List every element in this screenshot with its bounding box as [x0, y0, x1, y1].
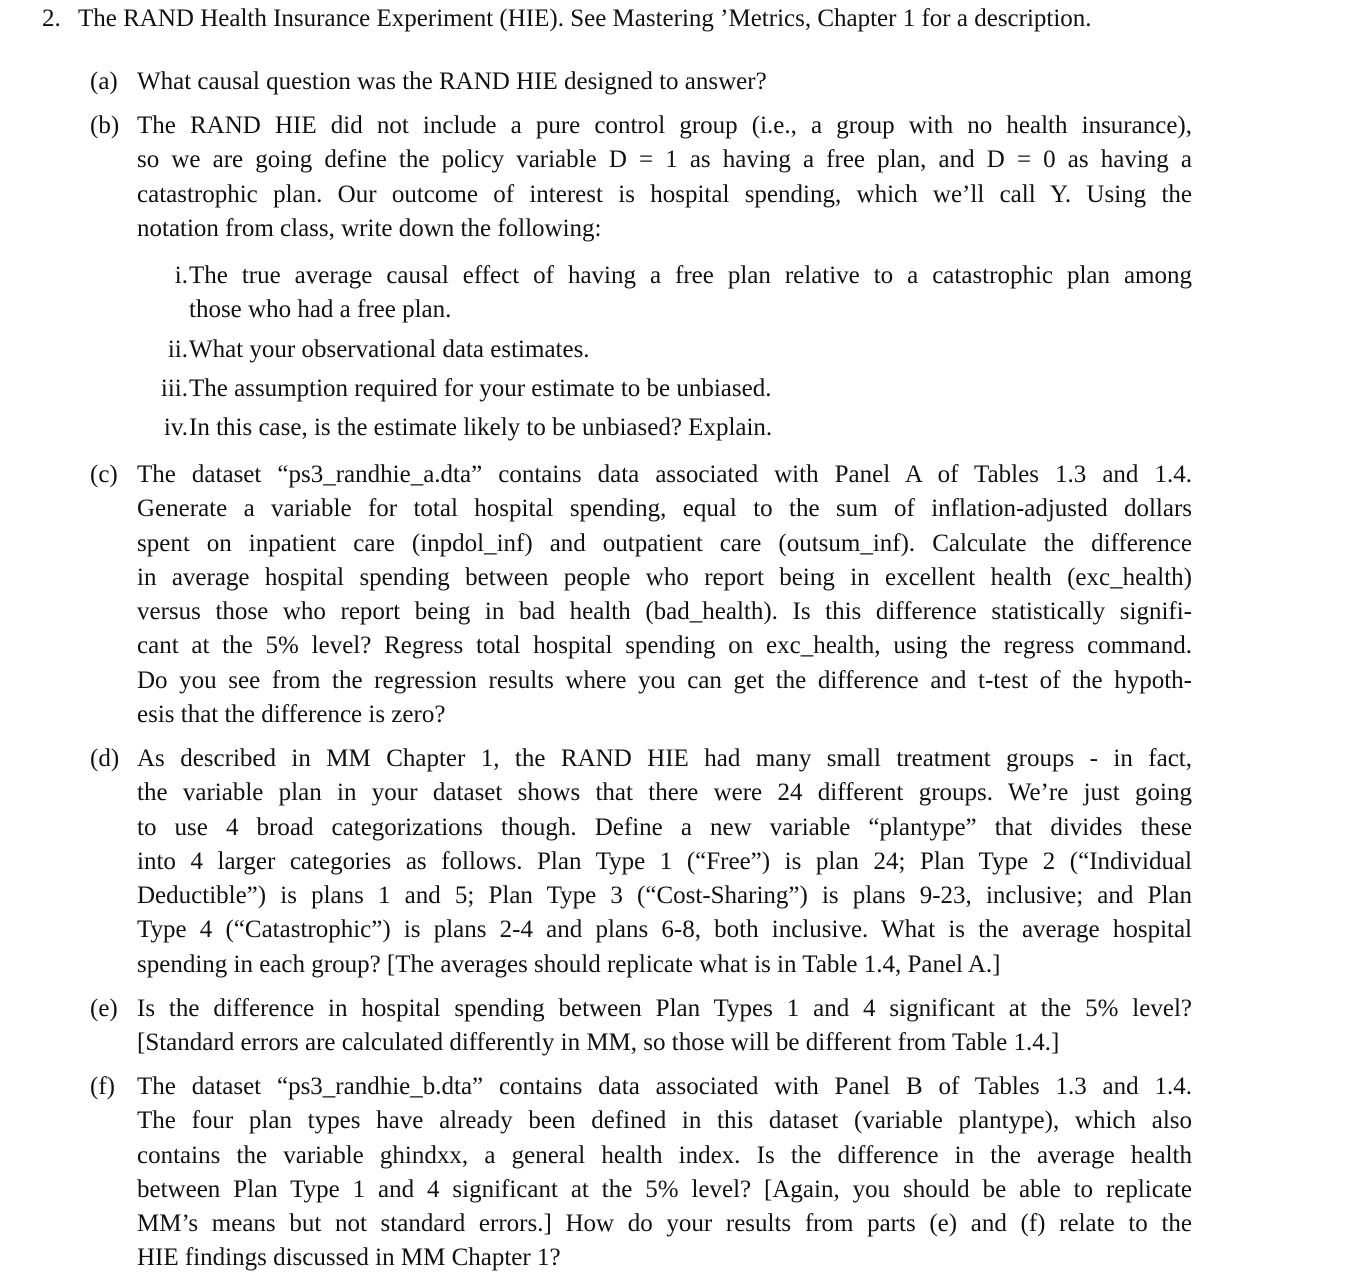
- part-c-line: in average hospital spending between people who report being in excellent health (exc_health): [137, 563, 1192, 591]
- subitem-line: those who had a free plan.: [189, 296, 452, 324]
- part-f-line: The dataset “ps3_randhie_b.dta” contains data associated with Panel B of Tables 1.3 and 1.4.: [137, 1073, 1192, 1100]
- part-a: [90, 65, 1192, 99]
- part-b: [90, 109, 1192, 246]
- part-e-line: [Standard errors are calculated differently in MM, so those will be different from Table 1.4.]: [137, 1029, 1060, 1057]
- part-c: [90, 458, 1192, 732]
- part-c-line: cant at the 5% level? Regress total hospital spending on exc_health, using the regress command.: [137, 632, 1192, 660]
- subitem-ii: [130, 333, 1192, 367]
- part-f: [90, 1070, 1192, 1276]
- part-e-label: (e): [90, 995, 118, 1022]
- part-f-line: contains the variable ghindxx, a general health index. Is the difference in the average health: [137, 1141, 1192, 1169]
- part-f-label: (f): [90, 1073, 115, 1100]
- part-f-line: HIE findings discussed in MM Chapter 1?: [137, 1244, 561, 1272]
- part-f-line: The four plan types have already been defined in this dataset (variable plantype), which also: [137, 1107, 1192, 1135]
- part-c-line: Do you see from the regression results where you can get the difference and t-test of the hypoth-: [137, 666, 1192, 694]
- part-d-line: to use 4 broad categorizations though. Define a new variable “plantype” that divides these: [137, 813, 1192, 841]
- subitem-iii-text: [189, 372, 1192, 406]
- part-d-line: spending in each group? [The averages should replicate what is in Table 1.4, Panel A.]: [137, 950, 1001, 978]
- question-number: 2.: [42, 5, 61, 32]
- part-f-text: [137, 1070, 1192, 1276]
- part-b-line: so we are going define the policy variable D = 1 as having a free plan, and D = 0 as having a: [137, 146, 1192, 174]
- part-f-line: MM’s means but not standard errors.] How do your results from parts (e) and (f) relate to the: [137, 1210, 1192, 1238]
- subitem-ii-label: ii.: [167, 336, 188, 363]
- part-c-line: versus those who report being in bad health (bad_health). Is this difference statistically signifi-: [137, 598, 1192, 626]
- question-header: [42, 4, 1202, 34]
- subitem-i-text: [189, 259, 1192, 328]
- part-d-text: [137, 742, 1192, 982]
- part-e: [90, 992, 1192, 1061]
- part-d-line: As described in MM Chapter 1, the RAND HIE had many small treatment groups - in fact,: [137, 745, 1192, 772]
- subitem-i: [130, 259, 1192, 328]
- part-d-label: (d): [90, 745, 120, 772]
- subitem-iii: [130, 372, 1192, 406]
- subitem-iii-label: iii.: [160, 375, 188, 402]
- subitem-iv-label: iv.: [163, 414, 188, 441]
- subitem-i-label: i.: [174, 262, 188, 289]
- part-d-line: Deductible”) is plans 1 and 5; Plan Type 3 (“Cost-Sharing”) is plans 9-23, inclusive; and Plan: [137, 882, 1192, 910]
- subitem-line: The true average causal effect of having a free plan relative to a catastrophic plan among: [189, 262, 1192, 289]
- part-d: [90, 742, 1192, 982]
- subitem-iv-text: [189, 411, 1192, 445]
- subitem-line: The assumption required for your estimate to be unbiased.: [189, 375, 772, 402]
- part-b-text: [137, 109, 1192, 246]
- part-b-line: catastrophic plan. Our outcome of interest is hospital spending, which we’ll call Y. Using the: [137, 180, 1192, 208]
- part-e-text: [137, 992, 1192, 1061]
- part-c-line: Generate a variable for total hospital spending, equal to the sum of inflation-adjusted dollars: [137, 495, 1192, 523]
- part-a-label: (a): [90, 68, 118, 95]
- part-a-text: [137, 65, 1192, 99]
- part-f-line: between Plan Type 1 and 4 significant at the 5% level? [Again, you should be able to replicate: [137, 1175, 1192, 1203]
- part-c-label: (c): [90, 461, 118, 488]
- part-b-line: The RAND HIE did not include a pure control group (i.e., a group with no health insurance),: [137, 112, 1192, 139]
- part-d-line: into 4 larger categories as follows. Plan Type 1 (“Free”) is plan 24; Plan Type 2 (“Individual: [137, 847, 1192, 875]
- part-c-line: The dataset “ps3_randhie_a.dta” contains data associated with Panel A of Tables 1.3 and 1.4.: [137, 461, 1192, 488]
- subitem-line: In this case, is the estimate likely to be unbiased? Explain.: [189, 414, 773, 441]
- part-b-line: notation from class, write down the following:: [137, 214, 602, 242]
- part-c-text: [137, 458, 1192, 732]
- part-d-line: the variable plan in your dataset shows that there were 24 different groups. We’re just going: [137, 779, 1192, 807]
- part-b-label: (b): [90, 112, 120, 139]
- subitem-ii-text: [189, 333, 1192, 367]
- part-c-line: spent on inpatient care (inpdol_inf) and outpatient care (outsum_inf). Calculate the difference: [137, 529, 1192, 557]
- part-c-line: esis that the difference is zero?: [137, 701, 446, 729]
- question-title: The RAND Health Insurance Experiment (HIE). See Mastering ’Metrics, Chapter 1 for a description.: [78, 5, 1092, 32]
- subitem-iv: [130, 411, 1192, 445]
- part-a-line: What causal question was the RAND HIE designed to answer?: [137, 68, 767, 95]
- subitem-line: What your observational data estimates.: [189, 336, 590, 363]
- part-d-line: Type 4 (“Catastrophic”) is plans 2-4 and plans 6-8, both inclusive. What is the average hospital: [137, 916, 1192, 944]
- part-e-line: Is the difference in hospital spending between Plan Types 1 and 4 significant at the 5% level?: [137, 995, 1192, 1022]
